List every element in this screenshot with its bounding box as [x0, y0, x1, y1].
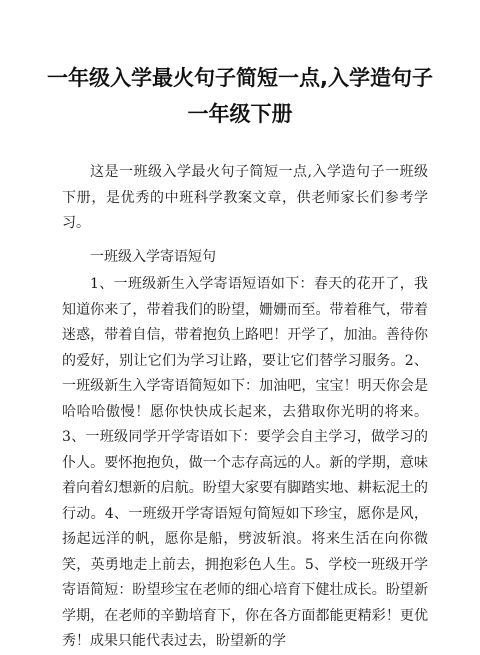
body-paragraph: 1、一班级新生入学寄语短语如下：春天的花开了，我知道你来了，带着我们的盼望，姗姗而至。带着稚气，带着迷惑，带着自信，带着抱负上路吧！开学了，加油。善待你的爱好，别让它们为学习让路，要让它们替学习服务。2、一班级新生入学寄语简短如下：加油吧，宝宝！明天你会是哈哈哈傲慢！愿你快快成长起来，去猎取你光明的将来。3、一班级同学开学寄语如下：要学会自主学习，做学习的仆人。要怀抱抱负，做一个志存高远的人。新的学期，意味着向着幻想新的启航。盼望大家要有脚踏实地、耕耘泥土的行动。4、一班级开学寄语短句简短如下珍宝，愿你是风，扬起远洋的帆，愿你是船，劈波斩浪。将来生活在向你微笑，英勇地走上前去，拥抱彩色人生。5、学校一班级开学寄语简短：盼望珍宝在老师的细心培育下健壮成长。盼望新学期，在老师的辛勤培育下，你在各方面都能更精彩！更优秀！成果只能代表过去，盼望新的学 [62, 276, 428, 649]
document-title-line2: 一年级下册 [187, 102, 293, 126]
intro-paragraph: 这是一班级入学最火句子简短一点,入学造句子一班级下册，是优秀的中班科学教案文章，供老师家长们参考学习。 [62, 164, 428, 231]
section-heading: 一班级入学寄语短句 [90, 249, 216, 265]
document-title-line1: 一年级入学最火句子简短一点,入学造句子 [47, 66, 433, 90]
